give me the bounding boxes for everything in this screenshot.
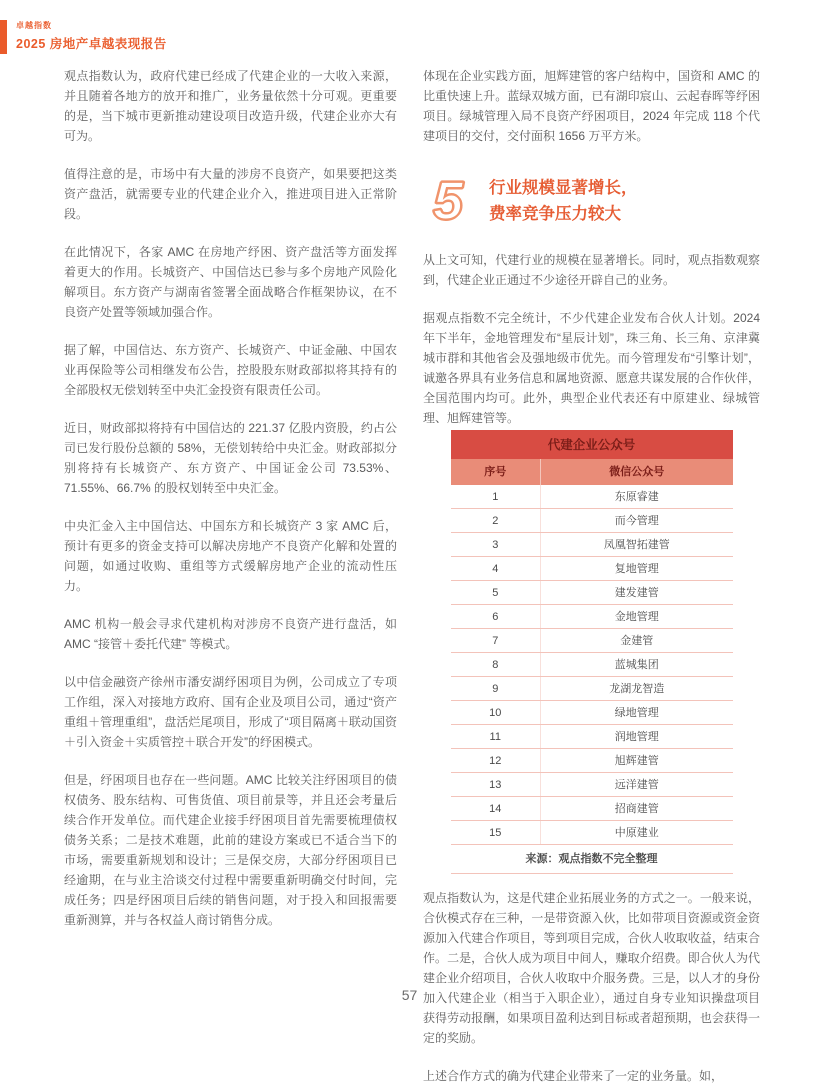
row-account-name: 凤凰智拓建管 <box>541 533 733 557</box>
table-title: 代建企业公众号 <box>451 430 733 459</box>
brand-text <box>16 20 167 52</box>
row-account-name: 建发建管 <box>541 581 733 605</box>
row-account-name: 远洋建管 <box>541 773 733 797</box>
row-account-name: 中原建业 <box>541 821 733 845</box>
row-account-name: 金地管理 <box>541 605 733 629</box>
paragraph: 以中信金融资产徐州市潘安湖纾困项目为例，公司成立了专项工作组，深入对接地方政府、国有企业及项目公司，通过“资产重组＋管理重组”，盘活烂尾项目，形成了“项目隔离＋联动国资＋引入资金＋实质管控＋联合开发”的纾困模式。 <box>64 675 397 749</box>
right-column <box>423 66 760 1086</box>
row-index: 9 <box>451 677 541 701</box>
paragraph: 上述合作方式的确为代建企业带来了一定的业务量。如， <box>423 1069 724 1083</box>
column-header-account: 微信公众号 <box>541 459 733 485</box>
paragraph: 但是，纾困项目也存在一些问题。AMC 比较关注纾困项目的债权债务、股东结构、可售货值、项目前景等，并且还会考量后续合作开发单位。而代建企业接手纾困项目首先需要梳理债权债务关系；二是技术难题，此前的建设方案或已不适合当下的市场，需要重新规划和设计；三是保交房，大部分纾困项目已经逾期，在与业主洽谈交付过程中需要重新明确交付时间，完成任务；四是纾困项目后续的销售问题，对于投入和回报需要重新测算，并与各权益人商讨销售分成。 <box>64 773 397 927</box>
table-row <box>451 581 733 605</box>
paragraph: 观点指数认为，这是代建企业拓展业务的方式之一。一般来说，合伙模式存在三种，一是带资源入伙，比如带项目资源或资金资源加入代建合作项目，等到项目完成，合伙人收取收益，结束合作。二是，合伙人成为项目中间人，赚取介绍费。即合伙人为代建企业介绍项目，合伙人收取中介服务费。三是，以人才的身份加入代建企业（相当于入职企业），通过自身专业知识操盘项目获得劳动报酬，如果项目盈利达到目标或者超预期，也会获得一定的奖励。 <box>423 891 760 1045</box>
table-row <box>451 725 733 749</box>
page-number: 57 <box>401 987 418 1003</box>
table-row <box>451 653 733 677</box>
content-columns <box>64 66 760 1086</box>
row-account-name: 招商建管 <box>541 797 733 821</box>
table-row <box>451 605 733 629</box>
row-index: 4 <box>451 557 541 581</box>
section-heading <box>431 172 760 230</box>
row-account-name: 复地管理 <box>541 557 733 581</box>
row-account-name: 而今管理 <box>541 509 733 533</box>
table-row <box>451 749 733 773</box>
row-index: 13 <box>451 773 541 797</box>
row-index: 15 <box>451 821 541 845</box>
table-row <box>451 701 733 725</box>
table-row <box>451 797 733 821</box>
row-account-name: 旭辉建管 <box>541 749 733 773</box>
paragraph: 观点指数认为，政府代建已经成了代建企业的一大收入来源，并且随着各地方的放开和推广，业务量依然十分可观。更重要的是，当下城市更新推动建设项目改造升级，代建企业亦大有可为。 <box>64 69 397 143</box>
paragraph: AMC 机构一般会寻求代建机构对涉房不良资产进行盘活，如 AMC “接管＋委托代建” 等模式。 <box>64 617 397 651</box>
column-header-index: 序号 <box>451 459 541 485</box>
paragraph: 在此情况下，各家 AMC 在房地产纾困、资产盘活等方面发挥着更大的作用。长城资产、中国信达已参与多个房地产风险化解项目。东方资产与湖南省签署全面战略合作框架协议，在不良资产处置等领域加强合作。 <box>64 245 397 319</box>
paragraph: 值得注意的是，市场中有大量的涉房不良资产，如果要把这类资产盘活，就需要专业的代建企业介入，推进项目进入正常阶段。 <box>64 167 397 221</box>
report-brand <box>0 20 167 54</box>
row-index: 8 <box>451 653 541 677</box>
row-index: 11 <box>451 725 541 749</box>
row-account-name: 金建管 <box>541 629 733 653</box>
brand-accent-bar <box>0 20 7 54</box>
table-body <box>451 485 733 845</box>
row-index: 10 <box>451 701 541 725</box>
paragraph: 中央汇金入主中国信达、中国东方和长城资产 3 家 AMC 后，预计有更多的资金支持可以解决房地产不良资产化解和处置的问题，如通过收购、重组等方式缓解房地产企业的流动性压力。 <box>64 519 397 593</box>
section-title <box>489 175 638 228</box>
row-account-name: 绿地管理 <box>541 701 733 725</box>
row-index: 6 <box>451 605 541 629</box>
row-index: 14 <box>451 797 541 821</box>
row-index: 3 <box>451 533 541 557</box>
table-row <box>451 629 733 653</box>
row-account-name: 蓝城集团 <box>541 653 733 677</box>
left-column <box>64 66 397 1086</box>
paragraph: 据了解，中国信达、东方资产、长城资产、中证金融、中国农业再保险等公司相继发布公告，控股股东财政部拟将其持有的全部股权无偿划转至中央汇金投资有限责任公司。 <box>64 343 397 397</box>
report-title: 2025 房地产卓越表现报告 <box>16 37 167 51</box>
paragraph: 从上文可知，代建行业的规模在显著增长。同时，观点指数观察到，代建企业正通过不少途径开辟自己的业务。 <box>423 253 760 287</box>
table-row <box>451 485 733 509</box>
section-number: 5 <box>433 171 464 231</box>
table-title-row <box>451 430 733 459</box>
table-source-note: 来源：观点指数不完全整理 <box>451 845 733 874</box>
row-index: 2 <box>451 509 541 533</box>
public-accounts-table <box>451 430 733 874</box>
table-row <box>451 533 733 557</box>
section-title-line2: 费率竞争压力较大 <box>489 205 622 223</box>
table-row <box>451 677 733 701</box>
row-index: 12 <box>451 749 541 773</box>
paragraph: 体现在企业实践方面，旭辉建管的客户结构中，国资和 AMC 的比重快速上升。蓝绿双城方面，已有湖印宸山、云起春晖等纾困项目。绿城管理入局不良资产纾困项目，2024 年完成 118 个代建项目的交付，交付面积 1656 万平方米。 <box>423 69 760 143</box>
row-account-name: 东原睿建 <box>541 485 733 509</box>
row-account-name: 龙湖龙智造 <box>541 677 733 701</box>
paragraph: 据观点指数不完全统计，不少代建企业发布合伙人计划。2024 年下半年，金地管理发布“星辰计划”，珠三角、长三角、京津冀城市群和其他省会及强地级市优先。而今管理发布“引擎计划”，诚邀各界具有业务信息和属地资源、愿意共谋发展的合作伙伴，全国范围内均可。此外，典型企业代表还有中原建业、绿城管理、旭辉建管等。 <box>423 311 760 425</box>
paragraph: 近日，财政部拟将持有中国信达的 221.37 亿股内资股，约占公司已发行股份总额的 58%，无偿划转给中央汇金。财政部拟分别将持有长城资产、东方资产、中国证金公司 73.53%、71.55%、66.7% 的股权划转至中央汇金。 <box>64 421 397 495</box>
table-row <box>451 773 733 797</box>
table-row <box>451 557 733 581</box>
brand-name: 卓越指数 <box>16 21 52 30</box>
table-source-row <box>451 845 733 874</box>
row-index: 5 <box>451 581 541 605</box>
table-header-row <box>451 459 733 485</box>
table-row <box>451 509 733 533</box>
row-account-name: 润地管理 <box>541 725 733 749</box>
section-title-line1: 行业规模显著增长， <box>489 178 638 197</box>
row-index: 1 <box>451 485 541 509</box>
right-top-paragraphs <box>423 66 760 146</box>
row-index: 7 <box>451 629 541 653</box>
table-row <box>451 821 733 845</box>
right-mid-paragraphs <box>423 250 760 428</box>
